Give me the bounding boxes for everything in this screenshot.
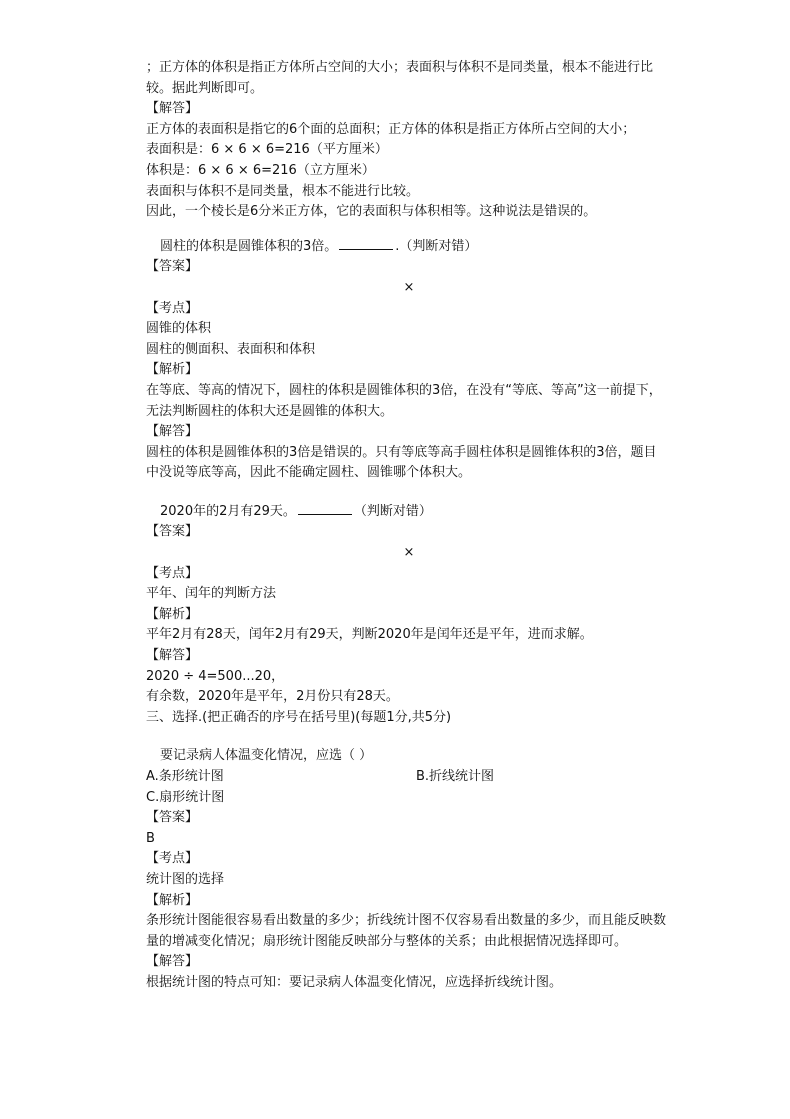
jieda-heading: 【解答】 [146, 648, 199, 664]
answer-line: 因此，一个棱长是6分米正方体，它的表面积与体积相等。这种说法是错误的。 [146, 204, 597, 220]
document-page [146, 58, 666, 994]
jiexi-text: 在等底、等高的情况下，圆柱的体积是圆锥体积的3倍，在没有“等底、等高”这一前提下，无法判断圆柱的体积大还是圆锥的体积大。 [146, 382, 662, 419]
answer-heading: 【答案】 [146, 524, 199, 540]
answer-blank[interactable] [298, 502, 352, 515]
option-c[interactable]: C.扇形统计图 [146, 789, 225, 805]
answer-line: 体积是：6 × 6 × 6=216（立方厘米） [146, 162, 375, 178]
jiexi-text: 条形统计图能很容易看出数量的多少；折线统计图不仅容易看出数量的多少，而且能反映数量的增减变化情况；扇形统计图能反映部分与整体的关系；由此根据情况选择即可。 [146, 913, 667, 949]
option-b[interactable]: B.折线统计图 [416, 769, 495, 784]
jieda-heading: 【解答】 [146, 424, 199, 440]
jiexi-heading: 【解析】 [146, 606, 199, 622]
section-heading: 三、选择.(把正确否的序号在括号里)(每题1分,共5分) [146, 709, 452, 725]
question-stem-suffix: （判断对错） [353, 503, 432, 519]
question-stem: 2020年的2月有29天。 [160, 503, 296, 519]
options-row [146, 767, 666, 788]
kaodian-item: 统计图的选择 [146, 871, 225, 887]
answer-line: 正方体的表面积是指它的6个面的总面积；正方体的体积是指正方体所占空间的大小； [146, 121, 636, 137]
intro-text: ；正方体的体积是指正方体所占空间的大小；表面积与体积不是同类量，根本不能进行比较。据此判断即可。 [146, 60, 654, 96]
answer-heading: 【答案】 [146, 259, 199, 275]
jieda-line: 有余数，2020年是平年，2月份只有28天。 [146, 689, 399, 705]
kaodian-heading: 【考点】 [146, 565, 199, 581]
answer-heading: 【答案】 [146, 810, 199, 826]
jieda-heading: 【解答】 [146, 954, 199, 970]
answer-line: 表面积与体积不是同类量，根本不能进行比较。 [146, 183, 420, 199]
answer-blank[interactable] [339, 237, 393, 250]
jieda-text: 圆柱的体积是圆锥体积的3倍是错误的。只有等底等高手圆柱体积是圆锥体积的3倍，题目中没说等底等高，因此不能确定圆柱、圆锥哪个体积大。 [146, 444, 657, 481]
jiexi-heading: 【解析】 [146, 892, 199, 908]
kaodian-item: 平年、闰年的判断方法 [146, 586, 277, 602]
option-a[interactable]: A.条形统计图 [146, 769, 224, 784]
jieda-text: 根据统计图的特点可知：要记录病人体温变化情况，应选择折线统计图。 [146, 974, 563, 990]
kaodian-item: 圆柱的侧面积、表面积和体积 [146, 341, 316, 357]
question-feb [146, 502, 666, 523]
question-stem-suffix: .（判断对错） [395, 238, 478, 254]
question-chart: 要记录病人体温变化情况，应选（ ） [160, 748, 373, 764]
answer-value: × [403, 279, 415, 295]
question-stem: 圆柱的体积是圆锥体积的3倍。 [160, 238, 338, 254]
kaodian-item: 圆锥的体积 [146, 321, 212, 337]
jiexi-text: 平年2月有28天，闰年2月有29天，判断2020年是闰年还是平年，进而求解。 [146, 627, 593, 643]
kaodian-heading: 【考点】 [146, 851, 199, 867]
question-cylinder [146, 237, 666, 258]
answer-value: B [146, 830, 155, 846]
answer-line: 表面积是：6 × 6 × 6=216（平方厘米） [146, 142, 388, 158]
answer-value: × [403, 545, 415, 561]
jieda-line: 2020 ÷ 4=500...20， [146, 668, 285, 684]
kaodian-heading: 【考点】 [146, 300, 199, 316]
jiexi-heading: 【解析】 [146, 362, 199, 378]
answer-heading: 【解答】 [146, 101, 199, 117]
